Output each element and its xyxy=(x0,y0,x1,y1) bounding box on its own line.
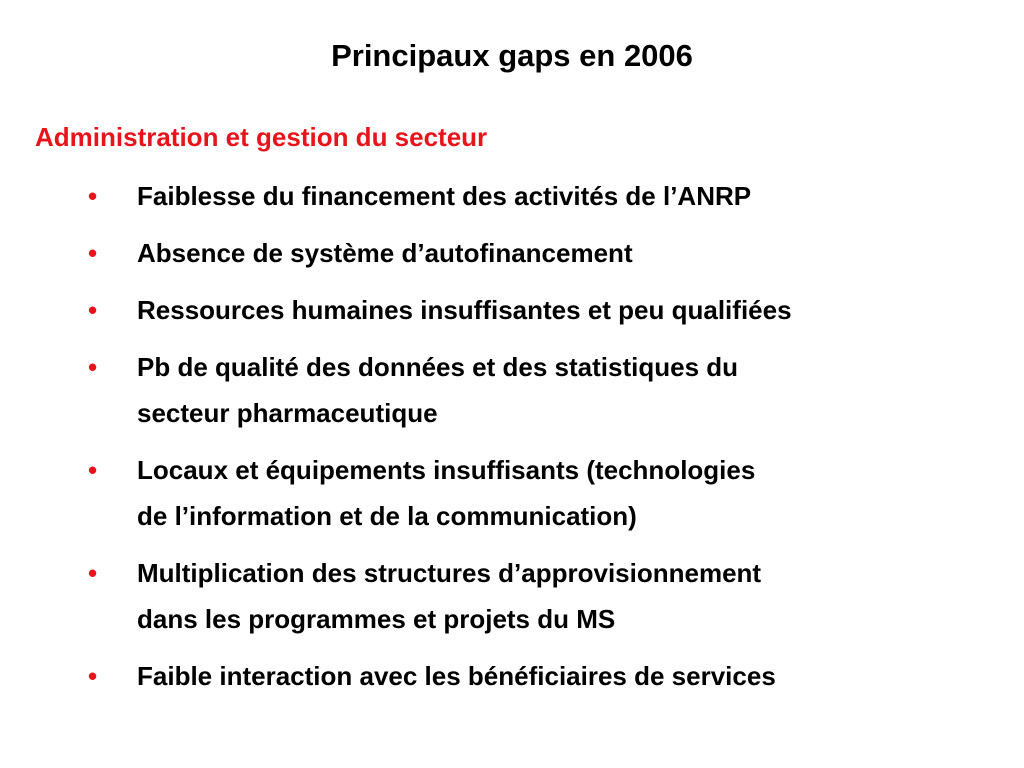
bullet-item xyxy=(0,447,1024,539)
bullet-item xyxy=(0,230,1024,276)
bullet-icon: • xyxy=(88,238,98,268)
bullet-item xyxy=(0,653,1024,699)
bullet-text: Locaux et équipements insuffisants (technologies de l’information et de la communication) xyxy=(137,455,756,531)
bullet-text: Absence de système d’autofinancement xyxy=(137,238,633,268)
bullet-icon: • xyxy=(88,455,98,485)
bullet-icon: • xyxy=(88,661,98,691)
slide-title: Principaux gaps en 2006 xyxy=(331,38,693,73)
bullet-text: Ressources humaines insuffisantes et peu qualifiées xyxy=(137,295,792,325)
bullet-text: Multiplication des structures d’approvisionnement dans les programmes et projets du MS xyxy=(137,558,762,634)
bullet-item xyxy=(0,287,1024,333)
bullet-item xyxy=(0,550,1024,642)
bullet-item xyxy=(0,344,1024,436)
bullet-icon: • xyxy=(88,181,98,211)
bullet-list xyxy=(0,173,1024,710)
bullet-icon: • xyxy=(88,295,98,325)
bullet-item xyxy=(0,173,1024,219)
bullet-icon: • xyxy=(88,558,98,588)
section-heading: Administration et gestion du secteur xyxy=(35,122,488,152)
bullet-text: Pb de qualité des données et des statistiques du secteur pharmaceutique xyxy=(137,352,739,428)
bullet-icon: • xyxy=(88,352,98,382)
bullet-text: Faiblesse du financement des activités de l’ANRP xyxy=(137,181,752,211)
bullet-text: Faible interaction avec les bénéficiaires de services xyxy=(137,661,776,691)
